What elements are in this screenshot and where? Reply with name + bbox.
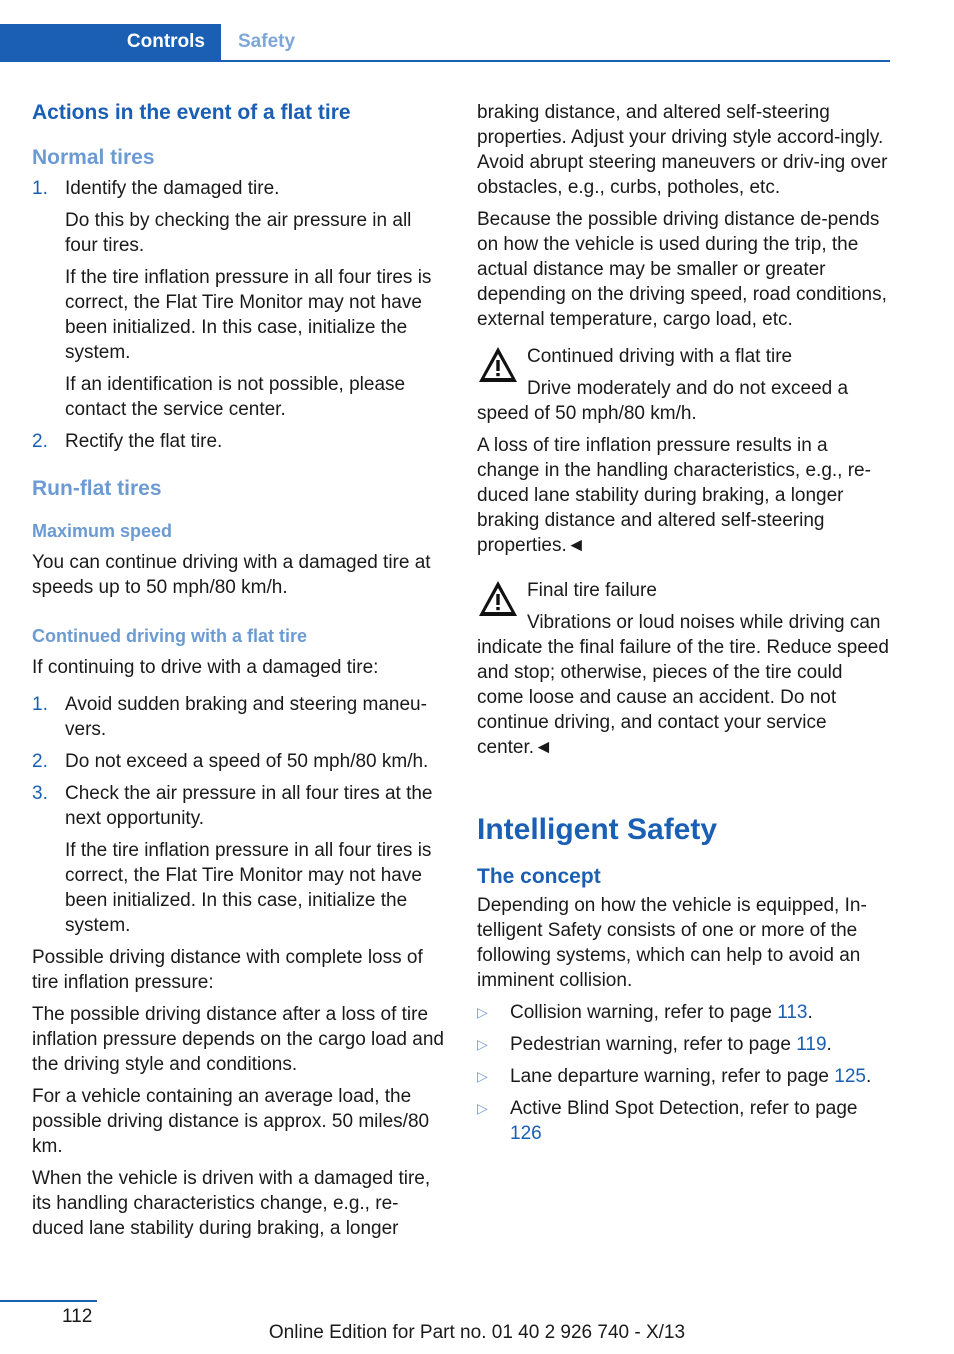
right-column	[477, 100, 889, 1153]
list-number: 3.	[32, 783, 48, 804]
list-number: 1.	[32, 178, 48, 199]
bullet-text: Collision warning, refer to page	[510, 1002, 778, 1023]
list-item	[32, 781, 446, 938]
warning-text: Drive moderately and do not exceed a speed of 50 mph/80 km/h.	[477, 378, 849, 424]
flat-tire-title: Actions in the event of a flat tire	[32, 101, 351, 124]
distance-varies-text: Because the possible driving distance de‐pends on how the vehicle is used during the trip, the actual distance may be smaller or greater depending on the driving speed, road conditions, external temperature, cargo load, etc.	[477, 209, 887, 330]
warning-title: Final tire failure	[527, 580, 657, 601]
warning-title: Continued driving with a flat tire	[527, 346, 793, 367]
step-text: Check the air pressure in all four tires at the next opportunity.	[65, 783, 433, 829]
normal-tires-heading: Normal tires	[32, 146, 155, 169]
warning-triangle-icon	[477, 344, 519, 386]
normal-tires-steps	[32, 176, 446, 454]
continued-steps	[32, 692, 446, 938]
page-link[interactable]: 126	[510, 1123, 542, 1144]
concept-text: Depending on how the vehicle is equipped, In‐telligent Safety consists of one or more of the following systems, which can help to avoid an imminent collision.	[477, 895, 867, 991]
handling-text: When the vehicle is driven with a damaged tire, its handling characteristics change, e.g., re‐duced lane stability during braking, a longer	[32, 1168, 431, 1239]
list-item	[477, 1032, 889, 1057]
list-item	[477, 1064, 889, 1089]
step-detail: Do this by checking the air pressure in all four tires.	[65, 210, 412, 256]
step-text: Rectify the flat tire.	[65, 431, 223, 452]
triangle-bullet-icon: ▷	[477, 1068, 488, 1084]
step-text: Identify the damaged tire.	[65, 178, 280, 199]
continued-intro: If continuing to drive with a damaged tire:	[32, 657, 379, 678]
handling-text-cont: braking distance, and altered self-steering properties. Adjust your driving style accord‐ingly. Avoid abrupt steering maneuvers or driv‐ing over obstacles, e.g., curbs, potholes, etc.	[477, 102, 888, 198]
bullet-end: .	[807, 1002, 813, 1023]
max-speed-text: You can continue driving with a damaged tire at speeds up to 50 mph/80 km/h.	[32, 552, 431, 598]
tab-safety[interactable]: Safety	[238, 31, 296, 52]
list-item	[32, 749, 446, 774]
list-number: 2.	[32, 431, 48, 452]
left-column	[32, 100, 446, 1248]
page-number: 112	[62, 1306, 93, 1327]
list-item	[477, 1000, 889, 1025]
run-flat-heading: Run-flat tires	[32, 477, 162, 500]
edition-text: Online Edition for Part no. 01 40 2 926 740 - X/13	[268, 1322, 686, 1343]
warning-text: Vibrations or loud noises while driving can indicate the final failure of the tire. Reduce speed and stop; otherwise, pieces of the tire could come loose and cause an accident. Do not continue driving, and contact your service center.◄	[477, 612, 889, 758]
triangle-bullet-icon: ▷	[477, 1004, 488, 1020]
driving-distance-text: For a vehicle containing an average load, the possible driving distance is approx. 50 miles/80 km.	[32, 1086, 430, 1157]
bullet-text: Pedestrian warning, refer to page	[510, 1034, 797, 1055]
tab-controls[interactable]: Controls	[0, 24, 221, 60]
bullet-end: .	[826, 1034, 832, 1055]
bullet-text: Lane departure warning, refer to page	[510, 1066, 835, 1087]
list-number: 1.	[32, 694, 48, 715]
header-bar	[0, 24, 890, 62]
list-item	[32, 429, 446, 454]
max-speed-heading: Maximum speed	[32, 521, 173, 541]
step-detail: If the tire inflation pressure in all four tires is correct, the Flat Tire Monitor may not have been initialized. In this case, initialize the system.	[65, 267, 432, 363]
section-title: Intelligent Safety	[477, 813, 718, 846]
page-link[interactable]: 113	[777, 1002, 808, 1023]
step-detail: If an identification is not possible, please contact the service center.	[65, 374, 406, 420]
driving-distance-text: The possible driving distance after a loss of tire inflation pressure depends on the cargo load and the driving style and conditions.	[32, 1004, 444, 1075]
bullet-end: .	[865, 1066, 872, 1087]
concept-heading: The concept	[477, 865, 601, 888]
triangle-bullet-icon: ▷	[477, 1036, 488, 1052]
page-link[interactable]: 119	[796, 1034, 827, 1055]
list-item	[477, 1096, 889, 1146]
step-text: Do not exceed a speed of 50 mph/80 km/h.	[65, 751, 429, 772]
bullet-text: Active Blind Spot Detection, refer to page	[510, 1098, 858, 1119]
systems-list	[477, 1000, 889, 1146]
warning-text: A loss of tire inflation pressure results in a change in the handling characteristics, e.g., re‐duced lane stability during braking, a longer braking distance and altered self-steering properties.◄	[477, 435, 871, 556]
continued-driving-heading: Continued driving with a flat tire	[32, 626, 308, 646]
warning-triangle-icon	[477, 578, 519, 620]
page-link[interactable]: 125	[834, 1066, 866, 1087]
list-number: 2.	[32, 751, 48, 772]
driving-distance-text: Possible driving distance with complete loss of tire inflation pressure:	[32, 947, 423, 993]
warning-box	[477, 344, 889, 558]
warning-box	[477, 578, 889, 760]
step-detail: If the tire inflation pressure in all four tires is correct, the Flat Tire Monitor may not have been initialized. In this case, initialize the system.	[65, 840, 432, 936]
step-text: Avoid sudden braking and steering maneu‐vers.	[65, 694, 427, 740]
list-item	[32, 692, 446, 742]
footer-rule	[0, 1300, 97, 1302]
list-item	[32, 176, 446, 422]
triangle-bullet-icon: ▷	[477, 1100, 488, 1116]
